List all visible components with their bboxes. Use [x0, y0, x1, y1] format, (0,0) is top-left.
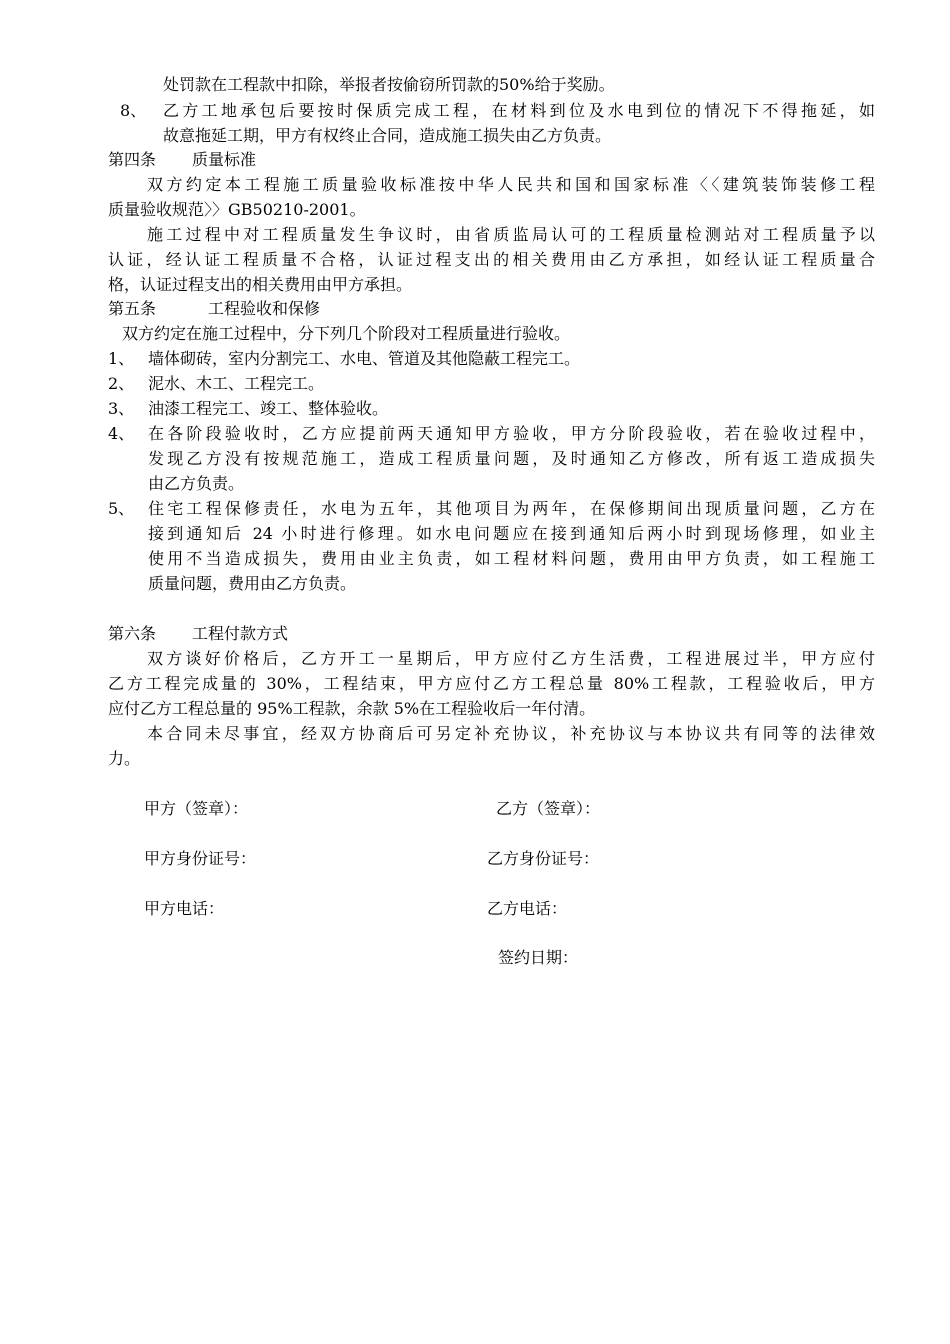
- party-a-id-label: 甲方身份证号：: [144, 849, 257, 868]
- paragraph-line: 力。: [108, 749, 141, 768]
- party-a-phone-label: 甲方电话：: [144, 899, 225, 918]
- paragraph-line: 本合同未尽事宜，经双方协商后可另定补充协议，补充协议与本协议共有同等的法律效: [147, 724, 875, 743]
- section-heading-4: [108, 148, 256, 172]
- list-item-number: 2、: [108, 374, 135, 393]
- section-heading-6: [108, 622, 288, 646]
- list-item-number: 3、: [108, 399, 135, 418]
- list-item-number: 1、: [108, 349, 135, 368]
- party-b-id-label: 乙方身份证号：: [487, 849, 600, 868]
- list-item: 发现乙方没有按规范施工，造成工程质量问题，及时通知乙方修改，所有返工造成损失: [148, 449, 875, 468]
- list-item: 在各阶段验收时，乙方应提前两天通知甲方验收，甲方分阶段验收，若在验收过程中，: [148, 424, 875, 443]
- sign-date-label: 签约日期：: [498, 948, 579, 967]
- paragraph-line: 质量验收规范〉〉GB50210-2001。: [108, 200, 366, 219]
- paragraph-line: 施工过程中对工程质量发生争议时，由省质监局认可的工程质量检测站对工程质量予以: [147, 225, 875, 244]
- list-item: 住宅工程保修责任，水电为五年，其他项目为两年，在保修期间出现质量问题，乙方在: [148, 499, 875, 518]
- list-item: 泥水、木工、工程完工。: [148, 374, 325, 393]
- section-number: 第五条: [108, 299, 157, 318]
- paragraph-line: 双方约定在施工过程中，分下列几个阶段对工程质量进行验收。: [122, 324, 571, 343]
- paragraph-line: 格，认证过程支出的相关费用由甲方承担。: [108, 275, 413, 294]
- section-title: 质量标准: [192, 150, 257, 169]
- list-item-number: 4、: [108, 424, 135, 443]
- party-a-seal-label: 甲方（签章）：: [144, 799, 249, 818]
- paragraph-line: 双方约定本工程施工质量验收标准按中华人民共和国和国家标准〈〈建筑装饰装修工程: [147, 175, 875, 194]
- paragraph-line: 故意拖延工期，甲方有权终止合同，造成施工损失由乙方负责。: [163, 126, 612, 145]
- party-b-seal-label: 乙方（签章）：: [496, 799, 601, 818]
- paragraph-line: 认证，经认证工程质量不合格，认证过程支出的相关费用由乙方承担，如经认证工程质量合: [108, 250, 875, 269]
- paragraph-line: 乙方工地承包后要按时保质完成工程，在材料到位及水电到位的情况下不得拖延，如: [163, 101, 875, 120]
- list-item: 墙体砌砖，室内分割完工、水电、管道及其他隐蔽工程完工。: [148, 349, 581, 368]
- list-item: 油漆工程完工、竣工、整体验收。: [148, 399, 389, 418]
- list-item: 使用不当造成损失，费用由业主负责，如工程材料问题，费用由甲方负责，如工程施工: [148, 549, 875, 568]
- list-item-number: 8、: [120, 101, 147, 120]
- list-item-number: 5、: [108, 499, 135, 518]
- paragraph-line: 处罚款在工程款中扣除，举报者按偷窃所罚款的50%给于奖励。: [163, 75, 615, 94]
- section-title: 工程付款方式: [192, 624, 289, 643]
- list-item: 由乙方负责。: [148, 474, 245, 493]
- paragraph-line: 乙方工程完成量的 30%，工程结束，甲方应付乙方工程总量 80%工程款，工程验收后，甲方: [108, 674, 875, 693]
- section-title: 工程验收和保修: [208, 299, 321, 318]
- section-number: 第六条: [108, 624, 157, 643]
- paragraph-line: 双方谈好价格后，乙方开工一星期后，甲方应付乙方生活费，工程进展过半，甲方应付: [147, 649, 875, 668]
- party-b-phone-label: 乙方电话：: [487, 899, 568, 918]
- section-heading-5: [108, 297, 320, 321]
- paragraph-line: 应付乙方工程总量的 95%工程款，余款 5%在工程验收后一年付清。: [108, 699, 596, 718]
- list-item: 质量问题，费用由乙方负责。: [148, 574, 357, 593]
- section-number: 第四条: [108, 150, 157, 169]
- list-item: 接到通知后 24 小时进行修理。如水电问题应在接到通知后两小时到现场修理，如业主: [148, 524, 875, 543]
